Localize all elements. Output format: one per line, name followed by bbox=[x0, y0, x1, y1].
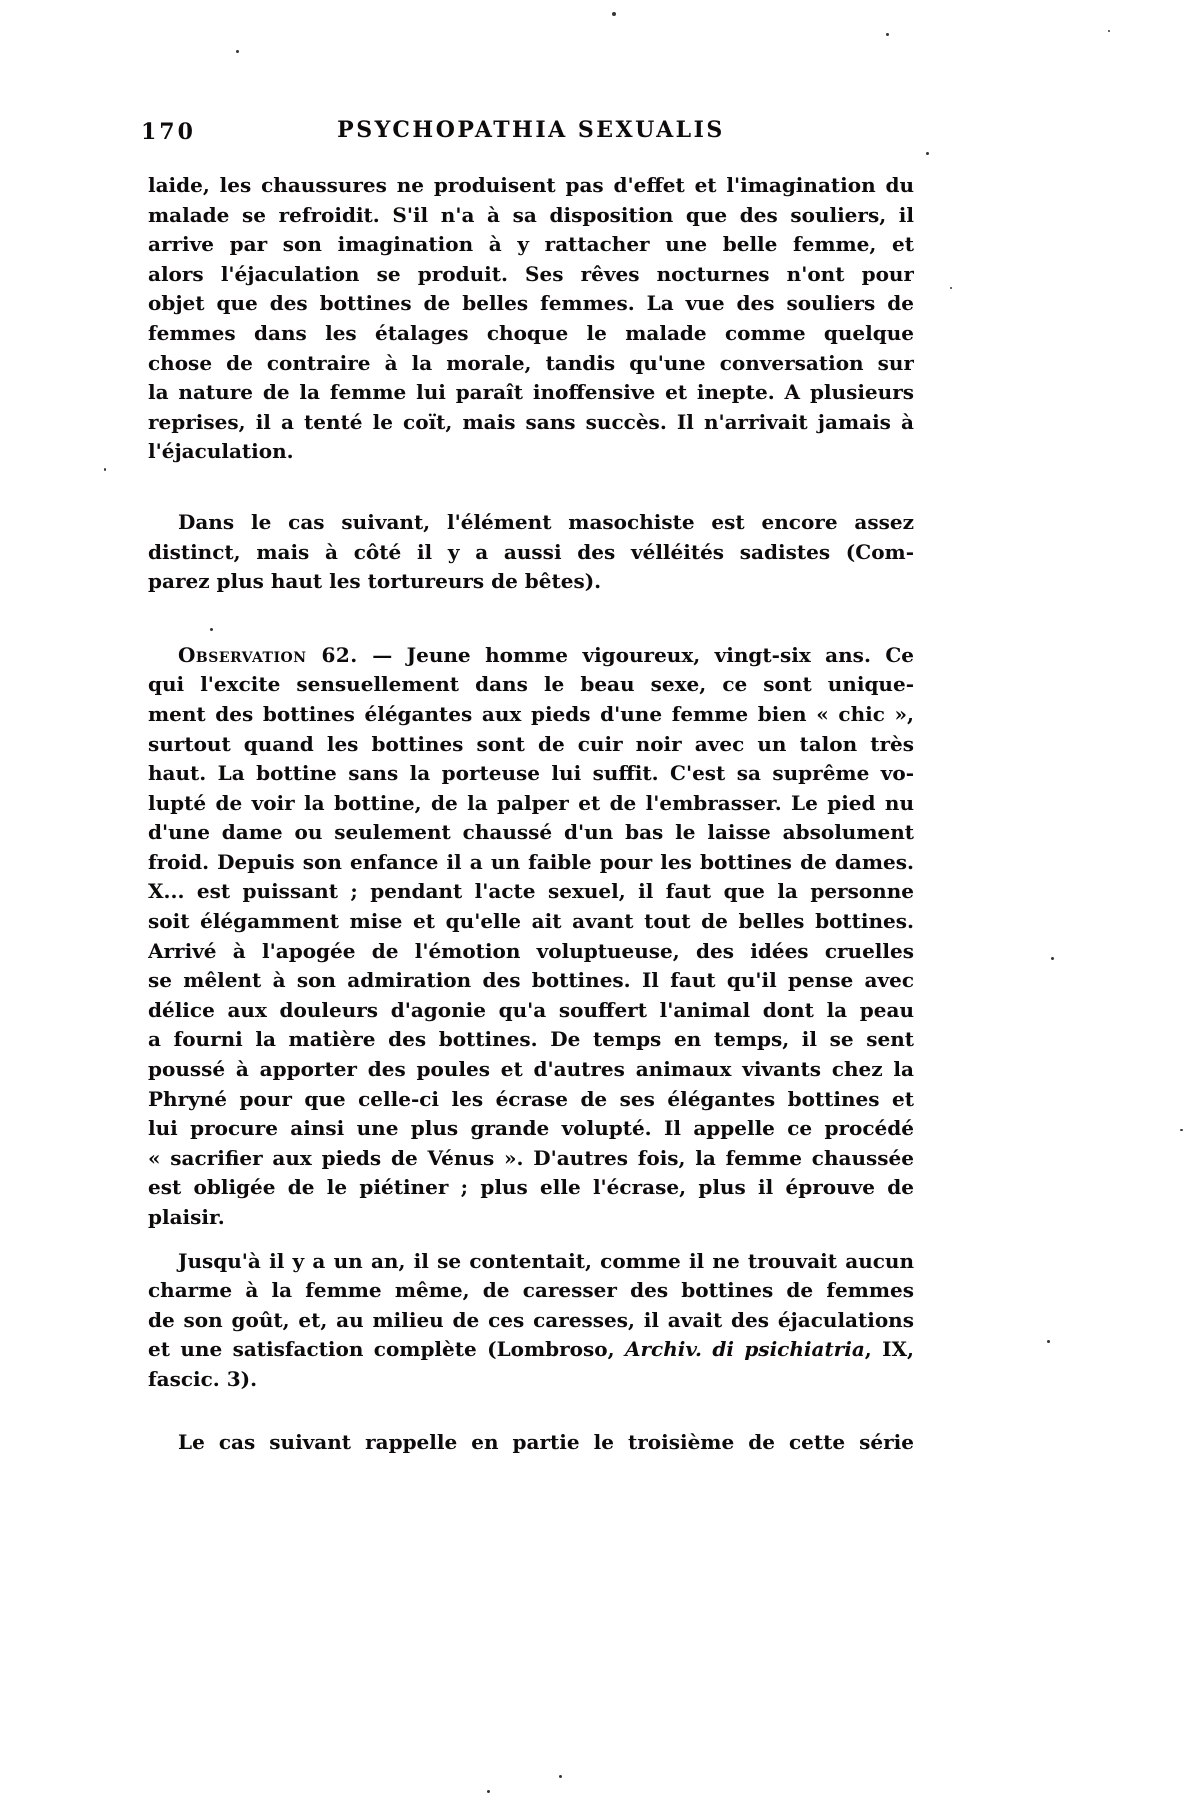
scan-speck bbox=[1108, 30, 1110, 32]
scan-speck bbox=[210, 628, 213, 631]
text-line: femmes dans les étalages choque le malade comme quelque bbox=[148, 320, 914, 345]
text-line: a fourni la matière des bottines. De temps en temps, il se sent bbox=[148, 1027, 914, 1052]
text-line: l'éjaculation. bbox=[148, 439, 294, 464]
scan-speck bbox=[559, 1775, 562, 1778]
scan-speck bbox=[487, 1790, 490, 1793]
text-line: lupté de voir la bottine, de la palper et de l'embrasser. Le pied nu bbox=[148, 790, 914, 815]
page-number: 170 bbox=[141, 119, 196, 145]
scan-speck bbox=[1051, 957, 1054, 960]
text-line: arrive par son imagination à y rattacher une belle femme, et bbox=[148, 232, 914, 257]
text-line: Phryné pour que celle-ci les écrase de ses élégantes bottines et bbox=[148, 1086, 914, 1111]
text-line: ment des bottines élégantes aux pieds d'une femme bien « chic », bbox=[148, 701, 914, 726]
text-line: de son goût, et, au milieu de ces caresses, il avait des éjaculations bbox=[148, 1307, 914, 1332]
text-line: alors l'éjaculation se produit. Ses rêves nocturnes n'ont pour bbox=[148, 261, 914, 286]
scan-speck bbox=[950, 287, 952, 289]
paragraph-lines bbox=[148, 538, 914, 568]
text-line: reprises, il a tenté le coït, mais sans succès. Il n'arrivait jamais à bbox=[148, 409, 914, 434]
scan-speck bbox=[1180, 1129, 1183, 1131]
text-line: Le cas suivant rappelle en partie le troisième de cette série bbox=[178, 1429, 914, 1454]
observation-label: Observation 62. bbox=[178, 642, 358, 667]
paragraph-intro-case bbox=[148, 508, 914, 597]
text-line: plaisir. bbox=[148, 1205, 225, 1229]
scan-speck bbox=[886, 33, 889, 36]
text-line: soit élégamment mise et qu'elle ait avant tout de belles bottines. bbox=[148, 909, 914, 934]
citation-line bbox=[148, 1335, 914, 1365]
text-line: parez plus haut les tortureurs de bêtes). bbox=[148, 569, 602, 594]
text-line: chose de contraire à la morale, tandis qu'une conversation sur bbox=[148, 350, 914, 375]
scan-speck bbox=[1047, 1340, 1050, 1343]
text-line: la nature de la femme lui paraît inoffensive et inepte. A plusieurs bbox=[148, 380, 914, 405]
text-line: laide, les chaussures ne produisent pas d'effet et l'imagination du bbox=[148, 173, 914, 197]
scan-speck bbox=[612, 12, 616, 16]
text-line: d'une dame ou seulement chaussé d'un bas le laisse absolument bbox=[148, 820, 914, 845]
text-line: fascic. 3). bbox=[148, 1366, 258, 1391]
text-line: Jusqu'à il y a un an, il se contentait, comme il ne trouvait aucun bbox=[178, 1248, 914, 1273]
text-line: « sacrifier aux pieds de Vénus ». D'autres fois, la femme chaussée bbox=[148, 1145, 914, 1170]
text-line: objet que des bottines de belles femmes. La vue des souliers de bbox=[148, 291, 914, 316]
scan-speck bbox=[236, 50, 239, 53]
text-line: qui l'excite sensuellement dans le beau sexe, ce sont unique- bbox=[148, 672, 914, 697]
text-line: Dans le cas suivant, l'élément masochiste est encore assez bbox=[178, 509, 914, 534]
text-line: haut. La bottine sans la porteuse lui suffit. C'est sa suprême vo- bbox=[148, 761, 914, 786]
text-line: X... est puissant ; pendant l'acte sexuel, il faut que la personne bbox=[148, 879, 914, 904]
paragraph-lines bbox=[148, 1276, 914, 1335]
text-line: froid. Depuis son enfance il a un faible pour les bottines de dames. bbox=[148, 849, 914, 874]
text-line: malade se refroidit. S'il n'a à sa disposition que des souliers, il bbox=[148, 202, 914, 227]
paragraph-observation-62 bbox=[148, 641, 914, 1233]
citation-work-title: Archiv. di psichiatria bbox=[624, 1337, 865, 1362]
paragraph-closing bbox=[148, 1428, 914, 1458]
text-line bbox=[148, 641, 914, 671]
paragraph-continuation bbox=[148, 171, 914, 467]
text-line: lui procure ainsi une plus grande volupté. Il appelle ce procédé bbox=[148, 1116, 914, 1141]
citation-pre: et une satisfaction complète (Lombroso, bbox=[148, 1337, 625, 1362]
citation-post: , IX, bbox=[864, 1337, 914, 1362]
paragraph-history bbox=[148, 1247, 914, 1395]
text-line: Arrivé à l'apogée de l'émotion voluptueuse, des idées cruelles bbox=[148, 938, 914, 963]
observation-lead-text: — Jeune homme vigoureux, vingt-six ans. Ce bbox=[357, 642, 914, 667]
text-line: se mêlent à son admiration des bottines. Il faut qu'il pense avec bbox=[148, 968, 914, 993]
running-title: PSYCHOPATHIA SEXUALIS bbox=[337, 117, 725, 143]
scan-speck bbox=[104, 468, 106, 471]
text-line: délice aux douleurs d'agonie qu'a souffert l'animal dont la peau bbox=[148, 997, 914, 1022]
text-line: est obligée de le piétiner ; plus elle l'écrase, plus il éprouve de bbox=[148, 1175, 914, 1200]
paragraph-lines bbox=[148, 171, 914, 437]
paragraph-lines bbox=[148, 670, 914, 1203]
text-line: distinct, mais à côté il y a aussi des vélléités sadistes (Com- bbox=[148, 539, 914, 564]
scan-speck bbox=[926, 152, 929, 155]
page-body bbox=[148, 171, 914, 1457]
text-line: charme à la femme même, de caresser des bottines de femmes bbox=[148, 1278, 914, 1303]
text-line: poussé à apporter des poules et d'autres animaux vivants chez la bbox=[148, 1057, 914, 1082]
text-line: surtout quand les bottines sont de cuir noir avec un talon très bbox=[148, 731, 914, 756]
